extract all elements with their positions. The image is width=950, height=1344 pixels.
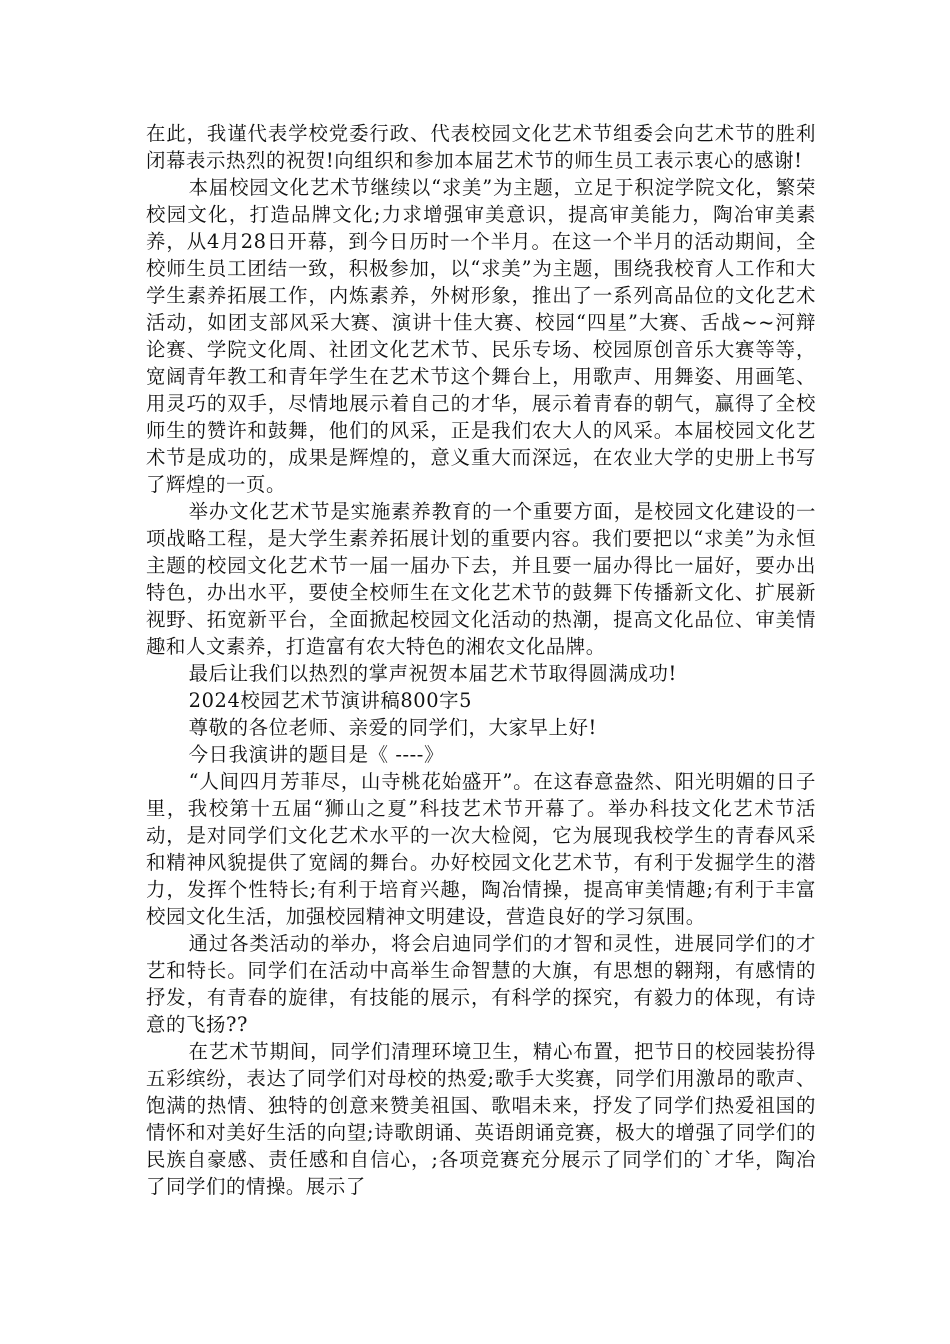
paragraph: 最后让我们以热烈的掌声祝贺本届艺术节取得圆满成功! (188, 662, 677, 685)
paragraph-heading: 2024校园艺术节演讲稿800字5 (188, 689, 473, 712)
paragraph: 通过各类活动的举办，将会启迪同学们的才智和灵性，进展同学们的才艺和特长。同学们在活动中高举生命智慧的大旗，有思想的翱翔，有感情的抒发，有青春的旋律，有技能的展示，有科学的探究，有毅力的体现，有诗意的飞扬?? (146, 932, 816, 1036)
paragraph: “人间四月芳菲尽，山寺桃花始盛开”。在这春意盎然、阳光明媚的日子里，我校第十五届“狮山之夏”科技艺术节开幕了。举办科技文化艺术节活动，是对同学们文化艺术水平的一次大检阅，它为展现我校学生的青春风采和精神风貌提供了宽阔的舞台。办好校园文化艺术节，有利于发掘学生的潜力，发挥个性特长;有利于培育兴趣，陶冶情操，提高审美情趣;有利于丰富校园文化生活，加强校园精神文明建设，营造良好的学习氛围。 (146, 770, 816, 928)
paragraph: 在此，我谨代表学校党委行政、代表校园文化艺术节组委会向艺术节的胜利闭幕表示热烈的祝贺!向组织和参加本届艺术节的师生员工表示衷心的感谢! (146, 122, 816, 172)
paragraph: 本届校园文化艺术节继续以“求美”为主题，立足于积淀学院文化，繁荣校园文化，打造品牌文化;力求增强审美意识，提高审美能力，陶冶审美素养，从4月28日开幕，到今日历时一个半月。在这一个半月的活动期间，全校师生员工团结一致，积极参加，以“求美”为主题，围绕我校育人工作和大学生素养拓展工作，内炼素养，外树形象，推出了一系列高品位的文化艺术活动，如团支部风采大赛、演讲十佳大赛、校园“四星”大赛、舌战~~河辩论赛、学院文化周、社团文化艺术节、民乐专场、校园原创音乐大赛等等，宽阔青年教工和青年学生在艺术节这个舞台上，用歌声、用舞姿、用画笔、用灵巧的双手，尽情地展示着自己的才华，展示着青春的朝气，赢得了全校师生的赞许和鼓舞，他们的风采，正是我们农大人的风采。本届校园文化艺术节是成功的，成果是辉煌的，意义重大而深远，在农业大学的史册上书写了辉煌的一页。 (146, 176, 816, 496)
paragraph: 举办文化艺术节是实施素养教育的一个重要方面，是校园文化建设的一项战略工程，是大学生素养拓展计划的重要内容。我们要把以“求美”为永恒主题的校园文化艺术节一届一届办下去，并且要一届办得比一届好，要办出特色，办出水平，要使全校师生在文化艺术节的鼓舞下传播新文化、扩展新视野、拓宽新平台，全面掀起校园文化活动的热潮，提高文化品位、审美情趣和人文素养，打造富有农大特色的湘农文化品牌。 (146, 500, 816, 658)
paragraph: 在艺术节期间，同学们清理环境卫生，精心布置，把节日的校园装扮得五彩缤纷，表达了同学们对母校的热爱;歌手大奖赛，同学们用激昂的歌声、饱满的热情、独特的创意来赞美祖国、歌唱未来，抒发了同学们热爱祖国的情怀和对美好生活的向望;诗歌朗诵、英语朗诵竞赛，极大的增强了同学们的民族自豪感、责任感和自信心，;各项竞赛充分展示了同学们的`才华，陶冶了同学们的情操。展示了 (146, 1040, 816, 1198)
paragraph: 今日我演讲的题目是《 ----》 (188, 743, 444, 766)
paragraph: 尊敬的各位老师、亲爱的同学们，大家早上好! (188, 716, 597, 739)
document-body (146, 120, 816, 1200)
